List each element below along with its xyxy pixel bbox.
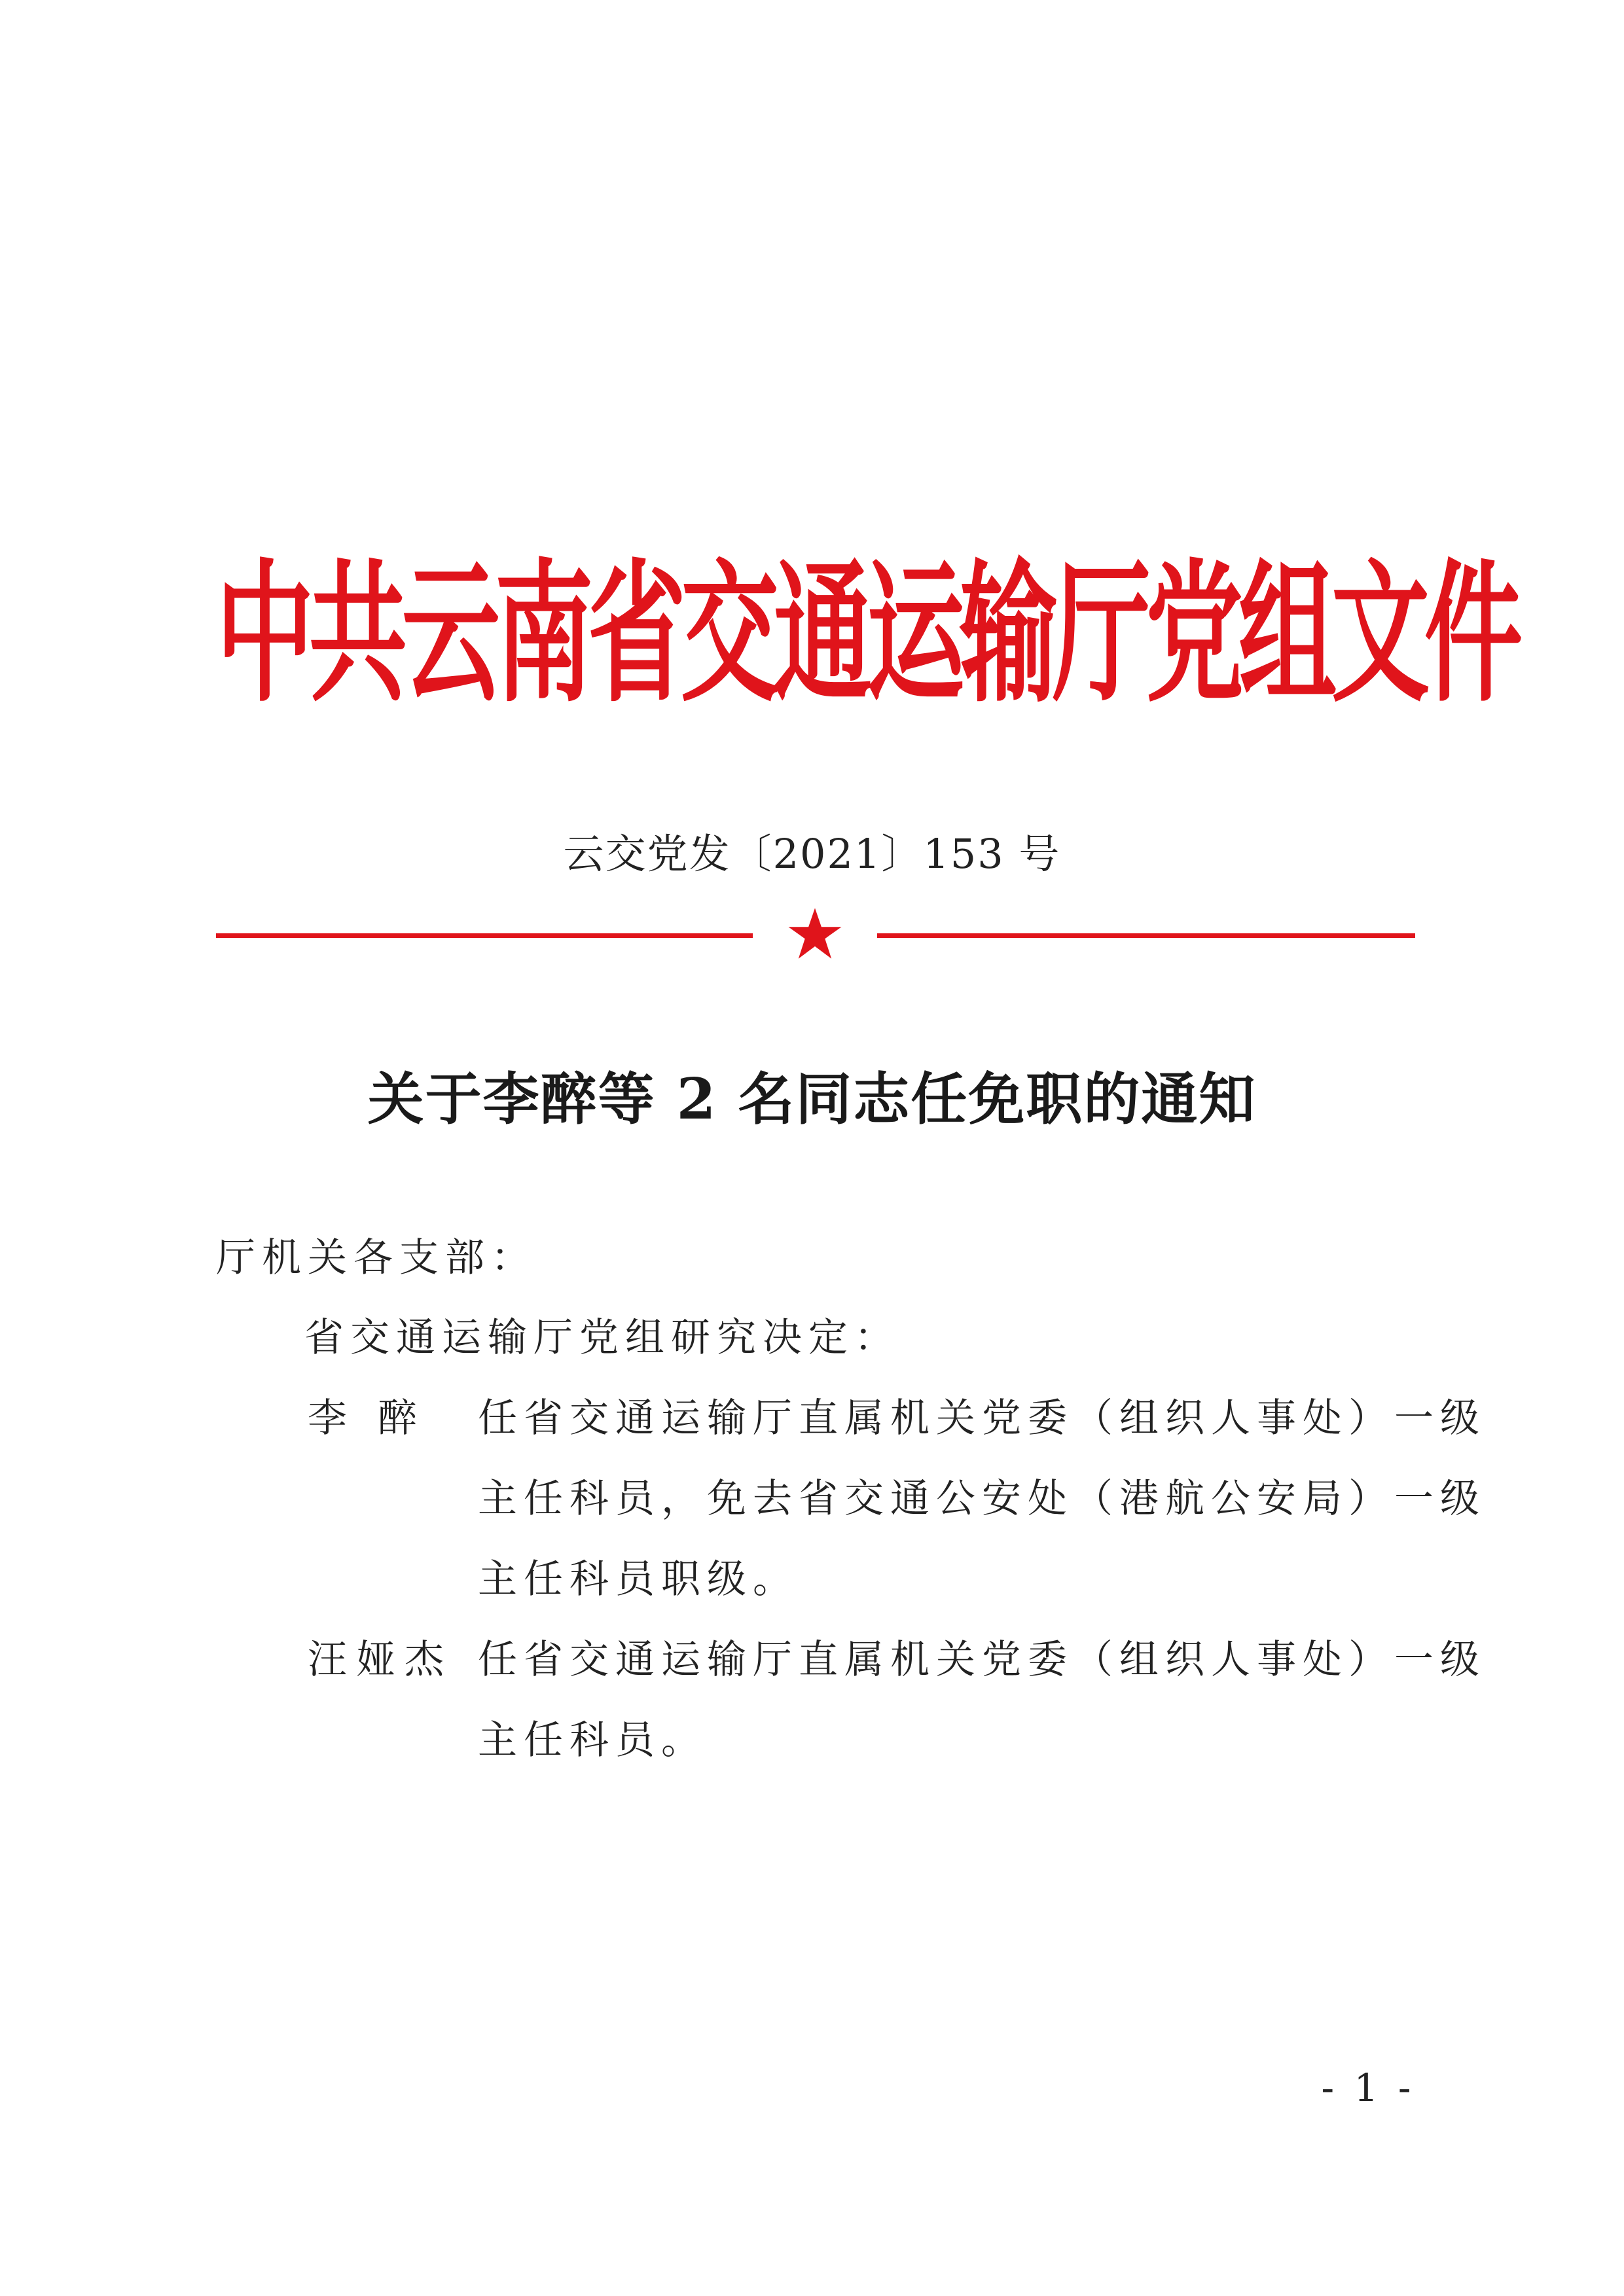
header-divider-right <box>877 933 1415 938</box>
appointment-line: 主任科员。 <box>478 1717 707 1763</box>
appointee-name: 汪娅杰 <box>308 1637 453 1683</box>
intro-paragraph: 省交通运输厅党组研究决定： <box>304 1315 900 1361</box>
appointment-line: 主任科员，免去省交通公安处（港航公安局）一级 <box>478 1476 1486 1522</box>
appointment-line: 任省交通运输厅直属机关党委（组织人事处）一级 <box>478 1395 1486 1441</box>
header-divider-left <box>216 933 753 938</box>
page-number: - 1 - <box>1321 2066 1415 2110</box>
appointment-line: 主任科员职级。 <box>478 1556 799 1602</box>
header-org-title: 中共云南省交通运输厅党组文件 <box>216 547 1518 723</box>
star-icon <box>785 905 844 963</box>
salutation: 厅机关各支部： <box>216 1235 537 1281</box>
document-number: 云交党发〔2021〕153 号 <box>563 830 1061 878</box>
document-title: 关于李醉等 2 名同志任免职的通知 <box>367 1066 1257 1132</box>
appointment-line: 任省交通运输厅直属机关党委（组织人事处）一级 <box>478 1637 1486 1683</box>
appointee-name: 李 醉 <box>308 1395 427 1441</box>
